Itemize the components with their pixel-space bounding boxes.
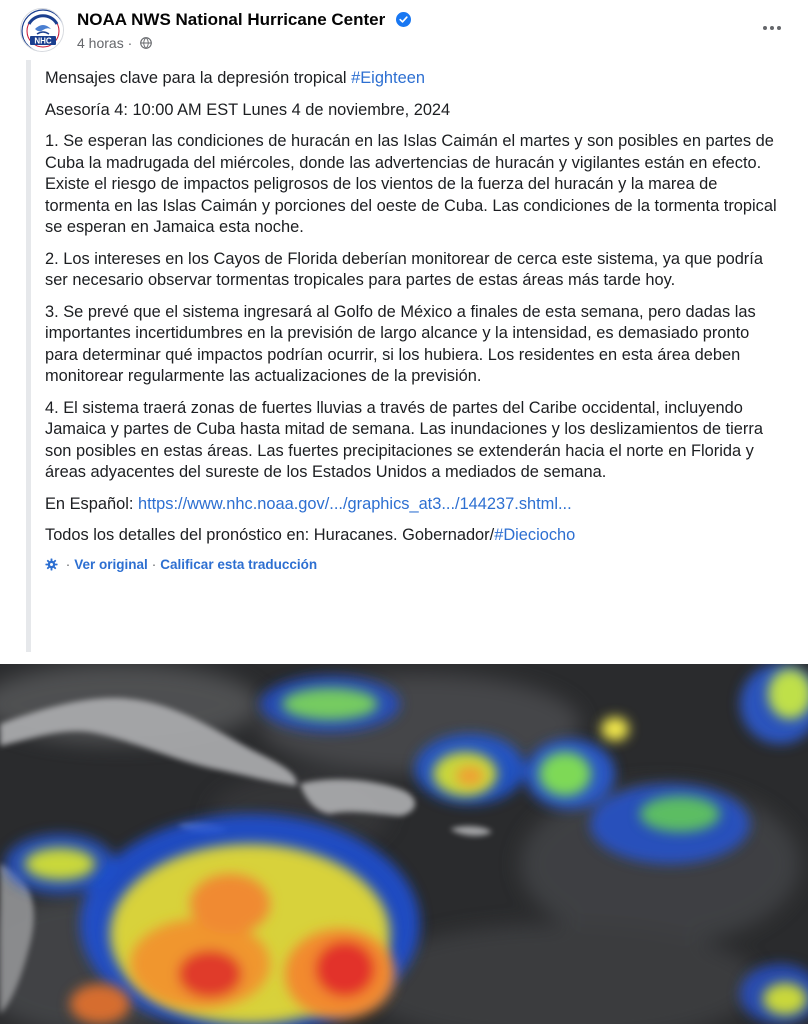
nhc-link[interactable]: https://www.nhc.noaa.gov/.../graphics_at3.../144237.shtml... bbox=[137, 494, 572, 513]
page-name-text[interactable]: NOAA NWS National Hurricane Center bbox=[77, 10, 386, 29]
satellite-image[interactable] bbox=[0, 664, 808, 1024]
translation-bar bbox=[45, 557, 786, 572]
key-message-4: 4. El sistema traerá zonas de fuertes lluvias a través de partes del Caribe occidental, incluyendo Jamaica y partes de Cuba hasta mitad de semana. Las inundaciones y los deslizamientos de tierra son posibles en estas áreas. Las fuertes precipitaciones se extenderán hacia el norte en Florida y áreas adyacentes del sureste de los Estados Unidos a mediados de semana. bbox=[45, 398, 763, 481]
globe-icon bbox=[140, 37, 152, 49]
title-text: Mensajes clave para la depresión tropical bbox=[45, 69, 352, 87]
key-message-2: 2. Los intereses en los Cayos de Florida deberían monitorear de cerca este sistema, ya que podría ser necesario observar tormentas tropicales para partes de estas áreas más tarde hoy. bbox=[45, 249, 763, 289]
hashtag-dieciocho[interactable]: #Dieciocho bbox=[494, 526, 576, 544]
rate-translation-link[interactable]: Calificar esta traducción bbox=[160, 556, 318, 572]
separator: · bbox=[151, 556, 157, 572]
post-title bbox=[45, 68, 786, 90]
hashtag-eighteen[interactable]: #Eighteen bbox=[351, 69, 425, 87]
advisory-line: Asesoría 4: 10:00 AM EST Lunes 4 de noviembre, 2024 bbox=[45, 100, 451, 119]
dot-icon bbox=[777, 26, 781, 30]
dot-icon bbox=[770, 26, 774, 30]
page-name[interactable] bbox=[77, 10, 411, 30]
more-options-button[interactable] bbox=[758, 18, 786, 38]
spanish-label: En Español: bbox=[45, 494, 138, 513]
meta-separator: · bbox=[127, 35, 133, 51]
spanish-link-line bbox=[45, 494, 786, 516]
satellite-imagery-graphic bbox=[0, 664, 808, 1024]
details-text: Todos los detalles del pronóstico en: Huracanes. Gobernador/ bbox=[45, 526, 495, 544]
post-text bbox=[26, 60, 808, 652]
key-message-3: 3. Se prevé que el sistema ingresará al Golfo de México a finales de esta semana, pero dadas las importantes incertidumbres en la previsión de largo alcance y la intensidad, es demasiado pronto para determinar qué impactos podrían ocurrir, si los hubiera. Los residentes en esta área deben monitorear regularmente las actualizaciones de la previsión. bbox=[45, 302, 756, 385]
post-header bbox=[0, 0, 808, 60]
gear-icon[interactable] bbox=[45, 558, 58, 571]
avatar-text: NHC bbox=[34, 36, 52, 46]
page-avatar[interactable] bbox=[20, 8, 64, 52]
see-original-link[interactable]: Ver original bbox=[74, 556, 148, 572]
key-message-1: 1. Se esperan las condiciones de huracán en las Islas Caimán el martes y son posibles en partes de Cuba la madrugada del miércoles, donde las advertencias de huracán y vigilantes están en efecto. Existe el riesgo de impactos peligrosos de los vientos de la fuerza del huracán y la marea de tormenta en las Islas Caimán y porciones del oeste de Cuba. Las condiciones de la tormenta tropical se esperan en Jamaica esta noche. bbox=[45, 132, 777, 236]
post-meta bbox=[77, 35, 152, 51]
details-line bbox=[45, 525, 786, 547]
verified-badge-icon bbox=[396, 12, 411, 27]
dot-icon bbox=[763, 26, 767, 30]
nhc-logo-icon bbox=[21, 9, 64, 52]
post-time[interactable]: 4 horas bbox=[77, 35, 124, 51]
separator: · bbox=[65, 556, 71, 572]
